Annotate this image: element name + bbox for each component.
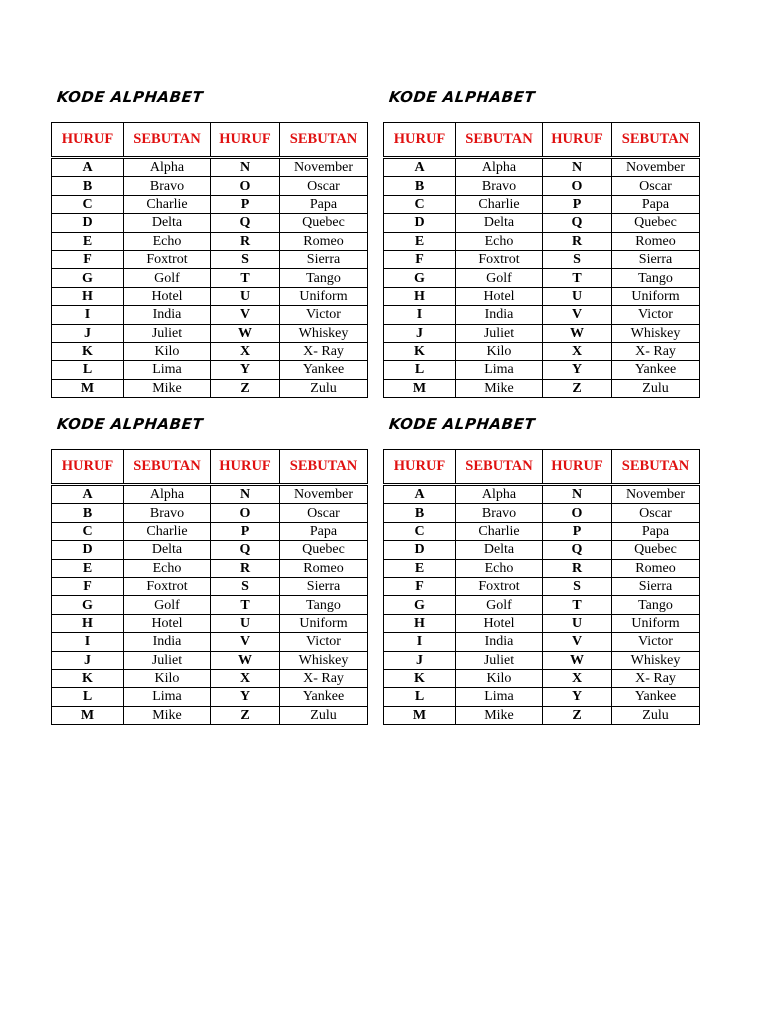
letter-cell: L — [384, 361, 456, 379]
letter-cell: A — [52, 485, 124, 504]
code-word-cell: Delta — [456, 214, 543, 232]
block-title: KODE ALPHABET — [56, 88, 205, 106]
table-row — [384, 559, 700, 577]
letter-cell: F — [384, 250, 456, 268]
letter-cell: G — [52, 269, 124, 287]
code-word-cell: Tango — [612, 596, 700, 614]
letter-cell: B — [384, 177, 456, 195]
letter-cell: L — [384, 688, 456, 706]
letter-cell: R — [543, 559, 612, 577]
code-word-cell: Whiskey — [612, 324, 700, 342]
letter-cell: T — [211, 596, 280, 614]
table-header-row — [52, 450, 368, 485]
code-word-cell: Charlie — [124, 522, 211, 540]
table-row — [52, 706, 368, 724]
letter-cell: U — [543, 614, 612, 632]
header-sebutan: SEBUTAN — [124, 123, 211, 158]
letter-cell: D — [384, 541, 456, 559]
letter-cell: E — [384, 232, 456, 250]
code-word-cell: Foxtrot — [124, 250, 211, 268]
table-row — [384, 485, 700, 504]
letter-cell: D — [52, 541, 124, 559]
code-word-cell: Juliet — [124, 651, 211, 669]
code-word-cell: Foxtrot — [456, 577, 543, 595]
header-huruf: HURUF — [384, 123, 456, 158]
table-row — [384, 342, 700, 360]
letter-cell: B — [384, 504, 456, 522]
code-word-cell: Tango — [280, 269, 368, 287]
table-row — [52, 485, 368, 504]
letter-cell: N — [211, 158, 280, 177]
code-word-cell: Zulu — [280, 379, 368, 397]
code-word-cell: X- Ray — [280, 342, 368, 360]
table-row — [384, 577, 700, 595]
letter-cell: C — [52, 195, 124, 213]
table-row — [52, 596, 368, 614]
letter-cell: K — [384, 342, 456, 360]
letter-cell: L — [52, 361, 124, 379]
table-row — [384, 250, 700, 268]
code-word-cell: Alpha — [124, 158, 211, 177]
table-row — [384, 504, 700, 522]
code-word-cell: Mike — [456, 379, 543, 397]
code-word-cell: Bravo — [456, 504, 543, 522]
table-row — [384, 287, 700, 305]
code-word-cell: Uniform — [612, 287, 700, 305]
letter-cell: I — [384, 633, 456, 651]
letter-cell: H — [384, 287, 456, 305]
code-word-cell: Zulu — [612, 706, 700, 724]
table-row — [52, 195, 368, 213]
code-word-cell: Alpha — [456, 485, 543, 504]
letter-cell: Z — [211, 706, 280, 724]
letter-cell: P — [543, 195, 612, 213]
alphabet-table — [383, 449, 700, 725]
letter-cell: X — [543, 342, 612, 360]
code-word-cell: Foxtrot — [456, 250, 543, 268]
alphabet-table — [51, 122, 368, 398]
code-word-cell: Oscar — [612, 504, 700, 522]
letter-cell: Y — [211, 361, 280, 379]
code-word-cell: Oscar — [280, 504, 368, 522]
table-row — [384, 232, 700, 250]
alphabet-table — [51, 449, 368, 725]
table-row — [52, 541, 368, 559]
code-word-cell: X- Ray — [612, 342, 700, 360]
letter-cell: D — [52, 214, 124, 232]
code-word-cell: Yankee — [612, 688, 700, 706]
letter-cell: J — [384, 651, 456, 669]
code-word-cell: Kilo — [456, 342, 543, 360]
table-row — [384, 651, 700, 669]
header-huruf: HURUF — [211, 450, 280, 485]
letter-cell: G — [52, 596, 124, 614]
code-word-cell: Bravo — [124, 504, 211, 522]
letter-cell: B — [52, 177, 124, 195]
code-word-cell: Mike — [456, 706, 543, 724]
letter-cell: I — [52, 633, 124, 651]
code-word-cell: November — [612, 158, 700, 177]
code-word-cell: Romeo — [612, 232, 700, 250]
letter-cell: R — [543, 232, 612, 250]
code-word-cell: Quebec — [280, 541, 368, 559]
code-word-cell: Golf — [124, 596, 211, 614]
letter-cell: J — [52, 324, 124, 342]
letter-cell: U — [211, 287, 280, 305]
letter-cell: O — [211, 504, 280, 522]
letter-cell: C — [384, 195, 456, 213]
table-row — [52, 651, 368, 669]
code-word-cell: Hotel — [456, 287, 543, 305]
table-row — [384, 614, 700, 632]
header-sebutan: SEBUTAN — [124, 450, 211, 485]
header-sebutan: SEBUTAN — [456, 123, 543, 158]
table-header-row — [384, 123, 700, 158]
code-word-cell: November — [280, 158, 368, 177]
table-row — [52, 633, 368, 651]
header-sebutan: SEBUTAN — [456, 450, 543, 485]
code-word-cell: Victor — [280, 633, 368, 651]
letter-cell: E — [52, 559, 124, 577]
letter-cell: A — [52, 158, 124, 177]
letter-cell: W — [543, 324, 612, 342]
code-word-cell: Charlie — [456, 195, 543, 213]
table-row — [384, 633, 700, 651]
table-row — [384, 596, 700, 614]
letter-cell: M — [52, 379, 124, 397]
code-word-cell: Mike — [124, 706, 211, 724]
table-row — [52, 158, 368, 177]
letter-cell: N — [211, 485, 280, 504]
table-row — [52, 688, 368, 706]
letter-cell: K — [52, 342, 124, 360]
table-row — [52, 379, 368, 397]
letter-cell: Q — [211, 214, 280, 232]
letter-cell: K — [384, 669, 456, 687]
letter-cell: C — [384, 522, 456, 540]
letter-cell: F — [384, 577, 456, 595]
table-header-row — [52, 123, 368, 158]
letter-cell: V — [543, 306, 612, 324]
code-word-cell: November — [280, 485, 368, 504]
table-row — [52, 214, 368, 232]
table-row — [384, 379, 700, 397]
code-word-cell: Foxtrot — [124, 577, 211, 595]
code-word-cell: X- Ray — [612, 669, 700, 687]
header-huruf: HURUF — [211, 123, 280, 158]
code-word-cell: Golf — [124, 269, 211, 287]
code-word-cell: Uniform — [612, 614, 700, 632]
letter-cell: Q — [543, 541, 612, 559]
code-word-cell: Juliet — [456, 324, 543, 342]
code-word-cell: Quebec — [280, 214, 368, 232]
code-word-cell: Quebec — [612, 214, 700, 232]
code-word-cell: Sierra — [280, 250, 368, 268]
letter-cell: G — [384, 269, 456, 287]
letter-cell: Y — [543, 361, 612, 379]
code-word-cell: Romeo — [612, 559, 700, 577]
letter-cell: X — [211, 342, 280, 360]
table-row — [384, 195, 700, 213]
code-word-cell: Zulu — [280, 706, 368, 724]
letter-cell: J — [52, 651, 124, 669]
header-huruf: HURUF — [52, 123, 124, 158]
letter-cell: X — [543, 669, 612, 687]
letter-cell: V — [211, 633, 280, 651]
letter-cell: A — [384, 485, 456, 504]
letter-cell: Y — [211, 688, 280, 706]
code-word-cell: Lima — [124, 361, 211, 379]
code-word-cell: Lima — [124, 688, 211, 706]
letter-cell: V — [211, 306, 280, 324]
code-word-cell: Lima — [456, 688, 543, 706]
code-word-cell: Echo — [124, 559, 211, 577]
code-word-cell: Zulu — [612, 379, 700, 397]
table-row — [52, 559, 368, 577]
letter-cell: N — [543, 158, 612, 177]
code-word-cell: Lima — [456, 361, 543, 379]
letter-cell: L — [52, 688, 124, 706]
letter-cell: Z — [543, 379, 612, 397]
code-word-cell: Oscar — [612, 177, 700, 195]
code-word-cell: November — [612, 485, 700, 504]
code-word-cell: Papa — [612, 522, 700, 540]
code-word-cell: Kilo — [456, 669, 543, 687]
code-word-cell: Mike — [124, 379, 211, 397]
letter-cell: H — [52, 614, 124, 632]
block-title: KODE ALPHABET — [56, 415, 205, 433]
code-word-cell: Whiskey — [612, 651, 700, 669]
letter-cell: M — [384, 379, 456, 397]
code-word-cell: Victor — [280, 306, 368, 324]
letter-cell: O — [543, 177, 612, 195]
code-word-cell: Uniform — [280, 287, 368, 305]
code-word-cell: Romeo — [280, 232, 368, 250]
letter-cell: Z — [543, 706, 612, 724]
letter-cell: N — [543, 485, 612, 504]
table-row — [52, 342, 368, 360]
code-word-cell: India — [124, 306, 211, 324]
letter-cell: Y — [543, 688, 612, 706]
table-row — [52, 177, 368, 195]
code-word-cell: Bravo — [124, 177, 211, 195]
table-row — [384, 306, 700, 324]
alphabet-table — [383, 122, 700, 398]
letter-cell: D — [384, 214, 456, 232]
table-row — [52, 361, 368, 379]
code-word-cell: Sierra — [280, 577, 368, 595]
code-word-cell: India — [456, 633, 543, 651]
code-word-cell: Delta — [124, 541, 211, 559]
letter-cell: W — [543, 651, 612, 669]
letter-cell: Q — [211, 541, 280, 559]
letter-cell: B — [52, 504, 124, 522]
letter-cell: S — [211, 250, 280, 268]
code-word-cell: Echo — [124, 232, 211, 250]
letter-cell: T — [211, 269, 280, 287]
code-word-cell: Yankee — [280, 688, 368, 706]
code-word-cell: Charlie — [456, 522, 543, 540]
letter-cell: S — [211, 577, 280, 595]
code-word-cell: Yankee — [280, 361, 368, 379]
letter-cell: O — [543, 504, 612, 522]
code-word-cell: Whiskey — [280, 324, 368, 342]
table-row — [52, 504, 368, 522]
table-row — [384, 214, 700, 232]
table-row — [384, 177, 700, 195]
table-row — [384, 706, 700, 724]
letter-cell: G — [384, 596, 456, 614]
letter-cell: P — [211, 195, 280, 213]
letter-cell: H — [384, 614, 456, 632]
code-word-cell: India — [124, 633, 211, 651]
code-word-cell: Alpha — [124, 485, 211, 504]
code-word-cell: Charlie — [124, 195, 211, 213]
code-word-cell: Alpha — [456, 158, 543, 177]
code-word-cell: Bravo — [456, 177, 543, 195]
code-word-cell: Oscar — [280, 177, 368, 195]
letter-cell: U — [211, 614, 280, 632]
table-row — [52, 614, 368, 632]
code-word-cell: Kilo — [124, 342, 211, 360]
code-word-cell: Papa — [280, 522, 368, 540]
letter-cell: T — [543, 596, 612, 614]
table-row — [52, 269, 368, 287]
table-row — [384, 269, 700, 287]
letter-cell: X — [211, 669, 280, 687]
code-word-cell: Hotel — [124, 614, 211, 632]
letter-cell: E — [384, 559, 456, 577]
letter-cell: V — [543, 633, 612, 651]
code-word-cell: Victor — [612, 306, 700, 324]
table-row — [52, 232, 368, 250]
letter-cell: J — [384, 324, 456, 342]
table-row — [52, 306, 368, 324]
table-row — [384, 158, 700, 177]
code-word-cell: Golf — [456, 596, 543, 614]
header-sebutan: SEBUTAN — [280, 450, 368, 485]
block-title: KODE ALPHABET — [388, 88, 537, 106]
code-word-cell: Delta — [456, 541, 543, 559]
code-word-cell: Delta — [124, 214, 211, 232]
letter-cell: P — [211, 522, 280, 540]
letter-cell: M — [384, 706, 456, 724]
letter-cell: A — [384, 158, 456, 177]
header-huruf: HURUF — [543, 450, 612, 485]
code-word-cell: Kilo — [124, 669, 211, 687]
letter-cell: T — [543, 269, 612, 287]
letter-cell: W — [211, 324, 280, 342]
code-word-cell: Hotel — [124, 287, 211, 305]
table-row — [384, 522, 700, 540]
block-title: KODE ALPHABET — [388, 415, 537, 433]
letter-cell: U — [543, 287, 612, 305]
code-word-cell: X- Ray — [280, 669, 368, 687]
letter-cell: I — [52, 306, 124, 324]
code-word-cell: Tango — [280, 596, 368, 614]
letter-cell: C — [52, 522, 124, 540]
letter-cell: W — [211, 651, 280, 669]
code-word-cell: Sierra — [612, 250, 700, 268]
code-word-cell: India — [456, 306, 543, 324]
table-row — [384, 669, 700, 687]
letter-cell: F — [52, 250, 124, 268]
code-word-cell: Hotel — [456, 614, 543, 632]
code-word-cell: Papa — [612, 195, 700, 213]
code-word-cell: Echo — [456, 559, 543, 577]
header-sebutan: SEBUTAN — [280, 123, 368, 158]
letter-cell: S — [543, 577, 612, 595]
code-word-cell: Tango — [612, 269, 700, 287]
table-row — [52, 522, 368, 540]
code-word-cell: Uniform — [280, 614, 368, 632]
letter-cell: E — [52, 232, 124, 250]
table-row — [52, 324, 368, 342]
letter-cell: Z — [211, 379, 280, 397]
letter-cell: P — [543, 522, 612, 540]
table-row — [52, 669, 368, 687]
header-sebutan: SEBUTAN — [612, 123, 700, 158]
letter-cell: H — [52, 287, 124, 305]
code-word-cell: Whiskey — [280, 651, 368, 669]
code-word-cell: Golf — [456, 269, 543, 287]
table-row — [384, 688, 700, 706]
letter-cell: O — [211, 177, 280, 195]
letter-cell: F — [52, 577, 124, 595]
letter-cell: S — [543, 250, 612, 268]
code-word-cell: Romeo — [280, 559, 368, 577]
table-row — [384, 361, 700, 379]
letter-cell: Q — [543, 214, 612, 232]
table-row — [52, 287, 368, 305]
letter-cell: R — [211, 559, 280, 577]
code-word-cell: Juliet — [124, 324, 211, 342]
table-row — [52, 577, 368, 595]
code-word-cell: Victor — [612, 633, 700, 651]
letter-cell: M — [52, 706, 124, 724]
code-word-cell: Echo — [456, 232, 543, 250]
table-header-row — [384, 450, 700, 485]
letter-cell: K — [52, 669, 124, 687]
table-row — [384, 324, 700, 342]
table-row — [384, 541, 700, 559]
code-word-cell: Sierra — [612, 577, 700, 595]
code-word-cell: Quebec — [612, 541, 700, 559]
header-huruf: HURUF — [384, 450, 456, 485]
code-word-cell: Yankee — [612, 361, 700, 379]
header-huruf: HURUF — [52, 450, 124, 485]
header-sebutan: SEBUTAN — [612, 450, 700, 485]
header-huruf: HURUF — [543, 123, 612, 158]
code-word-cell: Papa — [280, 195, 368, 213]
letter-cell: R — [211, 232, 280, 250]
code-word-cell: Juliet — [456, 651, 543, 669]
letter-cell: I — [384, 306, 456, 324]
table-row — [52, 250, 368, 268]
